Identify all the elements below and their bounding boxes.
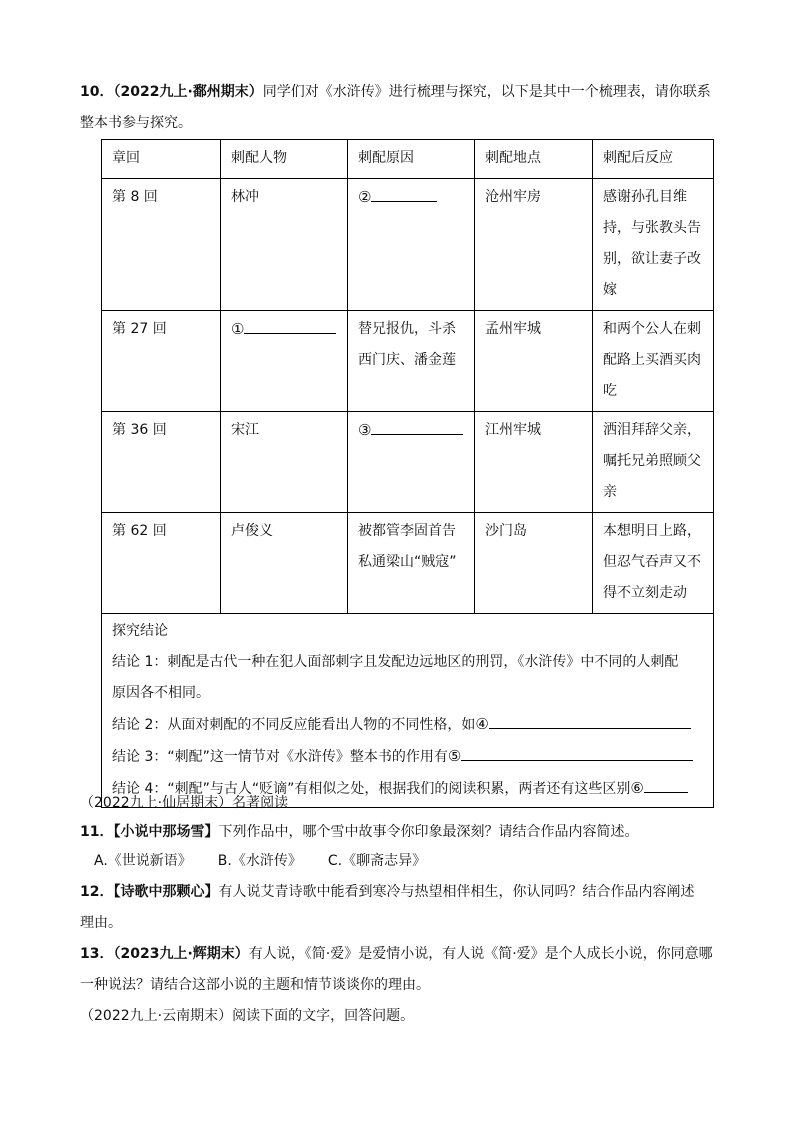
q12-number: 12． <box>80 884 114 900</box>
q11-stem: 下列作品中，哪个雪中故事令你印象最深刻？请结合作品内容简述。 <box>218 824 639 840</box>
q11-option-c[interactable]: C.《聊斋志异》 <box>327 853 427 869</box>
row2-place: 孟州牢城 <box>475 311 593 412</box>
header-reaction: 刺配后反应 <box>593 140 714 179</box>
sorting-table <box>101 139 714 808</box>
row1-chapter: 第 8 回 <box>102 179 221 311</box>
answer-blank-2[interactable] <box>371 187 437 202</box>
row2-person <box>221 311 348 412</box>
row2-chapter: 第 27 回 <box>102 311 221 412</box>
answer-blank-4[interactable] <box>489 714 691 729</box>
row1-reaction: 感谢孙孔目维 持，与张教头告 别，欲让妻子改 嫁 <box>593 179 714 311</box>
blank-5-marker: ⑤ <box>447 747 462 765</box>
blank-1-marker: ① <box>231 320 245 338</box>
row3-person: 宋江 <box>221 412 348 513</box>
conclusion-4: 结论 4：“刺配”与古人“贬谪”有相似之处，根据我们的阅读积累，两者还有这些区别⑥ <box>112 773 705 805</box>
row1-person: 林冲 <box>221 179 348 311</box>
row3-reaction: 洒泪拜辞父亲， 嘱托兄弟照顾父 亲 <box>593 412 714 513</box>
row3-place: 江州牢城 <box>475 412 593 513</box>
answer-blank-3[interactable] <box>371 420 463 435</box>
q11-option-a[interactable]: A.《世说新语》 <box>94 853 192 869</box>
conclusion-2: 结论 2：从面对刺配的不同反应能看出人物的不同性格，如④ <box>112 709 705 741</box>
q11-number: 11． <box>80 824 114 840</box>
blank-2-marker: ② <box>358 188 372 206</box>
q11-topic: 【小说中那场雪】 <box>113 824 219 840</box>
q12-line1 <box>80 882 694 902</box>
q12-line2: 理由。 <box>80 915 122 931</box>
blank-3-marker: ③ <box>358 421 372 439</box>
table-row <box>102 412 714 513</box>
answer-blank-1[interactable] <box>244 319 336 334</box>
table-row <box>102 311 714 412</box>
q12-topic: 【诗歌中那颗心】 <box>113 884 219 900</box>
q10-line2: 整本书参与探究。 <box>80 115 192 131</box>
q11-line <box>80 822 638 842</box>
section-xianju: （2022九上·仙居期末）名著阅读 <box>80 795 289 811</box>
q13-stem-part1: 有人说，《简·爱》是爱情小说，有人说《简·爱》是个人成长小说，你同意哪 <box>248 946 713 962</box>
row4-place: 沙门岛 <box>475 513 593 614</box>
answer-blank-5[interactable] <box>461 746 693 761</box>
table-row <box>102 513 714 614</box>
answer-blank-6[interactable] <box>644 778 688 793</box>
q13-source: （2023九上·辉期末） <box>113 946 249 962</box>
q10-source: （2022九上·鄱州期末） <box>113 84 263 100</box>
header-person: 刺配人物 <box>221 140 348 179</box>
row4-person: 卢俊义 <box>221 513 348 614</box>
conclusion-1-line1: 结论 1：刺配是古代一种在犯人面部刺字且发配边远地区的刑罚，《水浒传》中不同的人刺配 <box>112 654 679 670</box>
section-yunnan: （2022九上·云南期末）阅读下面的文字，回答问题。 <box>80 1008 415 1024</box>
blank-6-marker: ⑥ <box>630 779 644 797</box>
q10-number: 10． <box>80 84 114 100</box>
row3-chapter: 第 36 回 <box>102 412 221 513</box>
conclusion-1-line2: 原因各不相同。 <box>112 685 210 701</box>
row4-reason: 被都管李固首告 私通梁山“贼寇” <box>348 513 475 614</box>
row1-place: 沧州牢房 <box>475 179 593 311</box>
row4-reaction: 本想明日上路， 但忍气吞声又不 得不立刻走动 <box>593 513 714 614</box>
blank-4-marker: ④ <box>475 715 489 733</box>
q10-line1 <box>80 82 711 102</box>
row2-reaction: 和两个公人在刺 配路上买酒买肉 吃 <box>593 311 714 412</box>
q13-number: 13． <box>80 946 114 962</box>
header-chapter: 章回 <box>102 140 221 179</box>
q13-line2: 一种说法？请结合这部小说的主题和情节谈谈你的理由。 <box>80 977 430 993</box>
row3-reason <box>348 412 475 513</box>
header-place: 刺配地点 <box>475 140 593 179</box>
conclusions-title: 探究结论 <box>112 623 168 639</box>
table-header-row <box>102 140 714 179</box>
row1-reason <box>348 179 475 311</box>
row2-reason: 替兄报仇，斗杀 西门庆、潘金莲 <box>348 311 475 412</box>
q12-stem-part1: 有人说艾青诗歌中能看到寒冷与热望相伴相生，你认同吗？结合作品内容阐述 <box>218 884 695 900</box>
q13-line1 <box>80 944 713 964</box>
q11-options <box>94 851 452 871</box>
header-reason: 刺配原因 <box>348 140 475 179</box>
conclusions-cell <box>102 614 714 808</box>
conclusions-row <box>102 614 714 808</box>
q11-option-b[interactable]: B.《水浒传》 <box>217 853 302 869</box>
table-row <box>102 179 714 311</box>
row4-chapter: 第 62 回 <box>102 513 221 614</box>
conclusion-3: 结论 3：“刺配”这一情节对《水浒传》整本书的作用有⑤ <box>112 741 705 773</box>
q10-stem-part1: 同学们对《水浒传》进行梳理与探究，以下是其中一个梳理表，请你联系 <box>262 84 711 100</box>
